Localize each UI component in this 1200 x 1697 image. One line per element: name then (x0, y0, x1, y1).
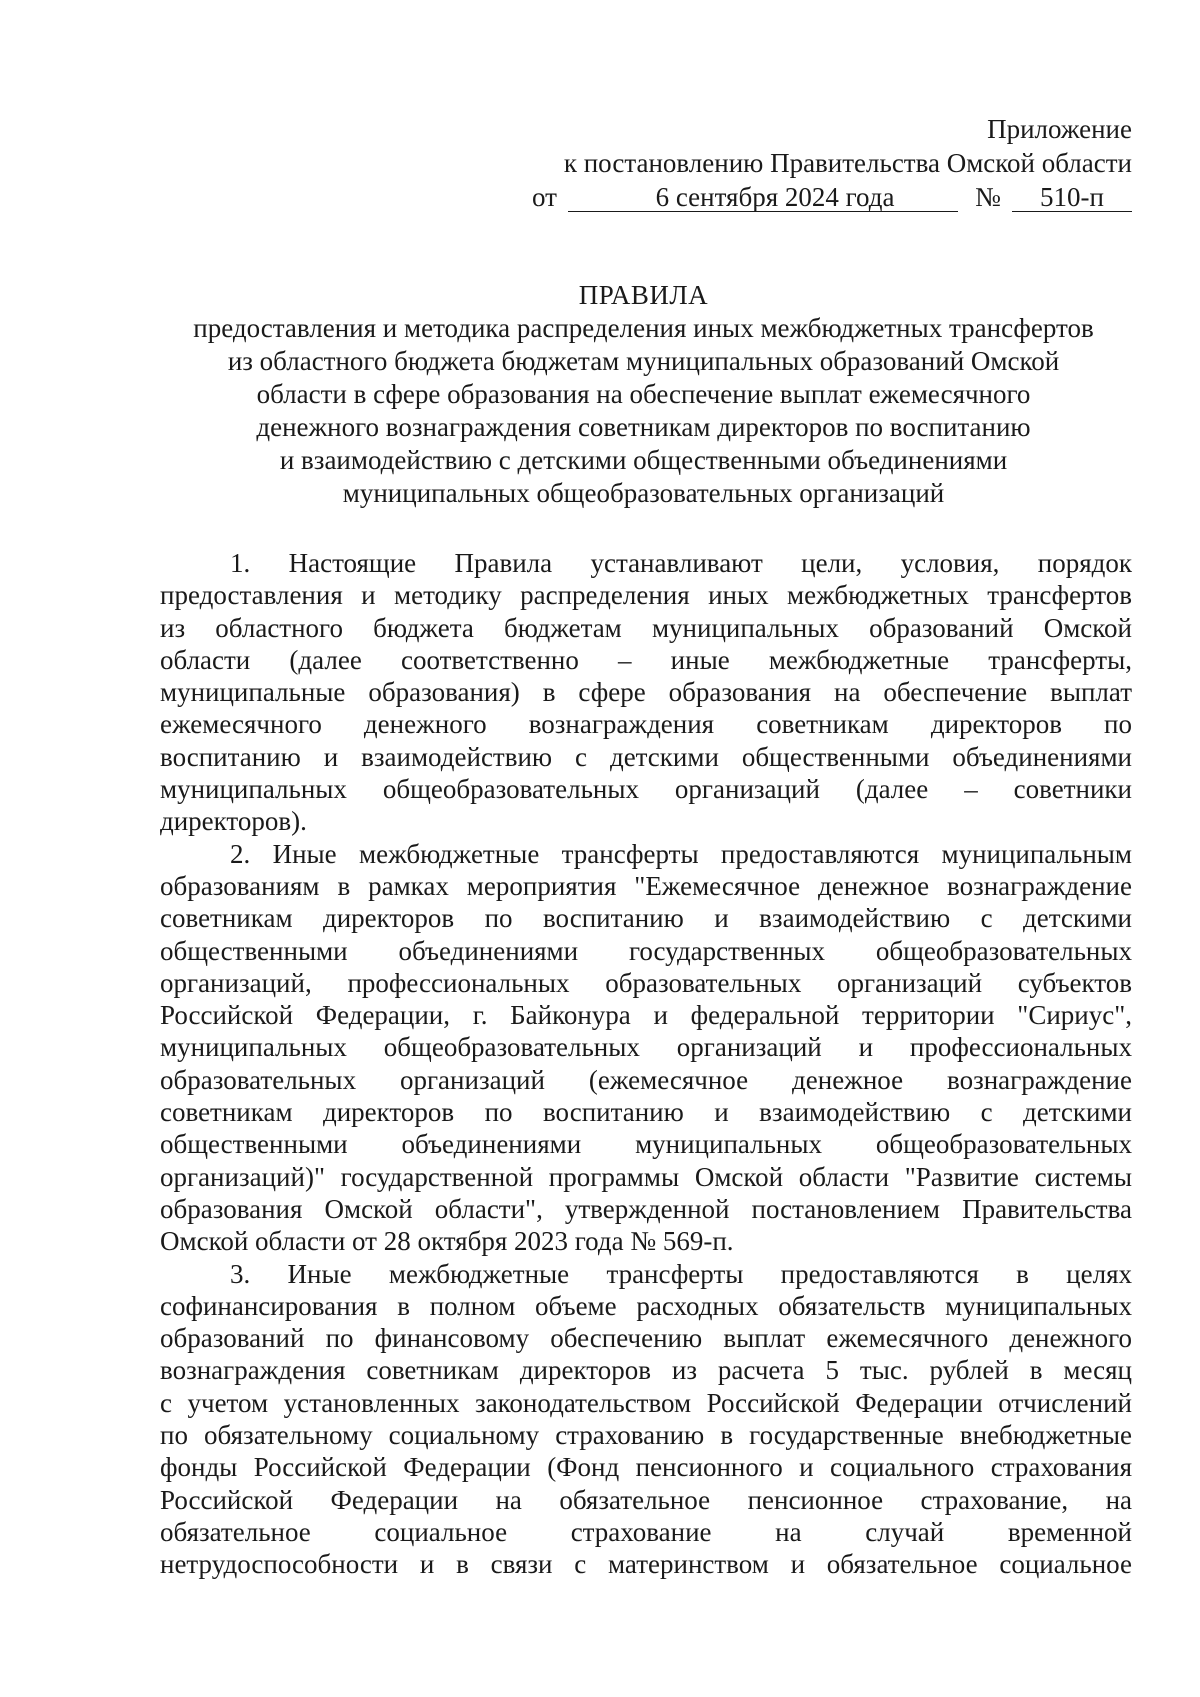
paragraph-line: муниципальных общеобразовательных организаций (далее – советники (160, 774, 1132, 805)
paragraph-line: 2. Иные межбюджетные трансферты предоставляются муниципальным (230, 838, 1132, 869)
subtitle-line: и взаимодействию с детскими общественными объединениями (279, 445, 1008, 475)
appendix-date-line (520, 180, 1132, 214)
subtitle-line: муниципальных общеобразовательных организаций (342, 478, 945, 508)
subtitle-line: предоставления и методика распределения иных межбюджетных трансфертов (193, 313, 1094, 343)
subtitle-line: денежного вознаграждения советникам директоров по воспитанию (256, 412, 1031, 442)
subtitle-line: области в сфере образования на обеспечение выплат ежемесячного (256, 379, 1031, 409)
paragraph-1 (160, 547, 1132, 838)
paragraph-line: общественными объединениями государственных общеобразовательных (160, 935, 1132, 966)
paragraph-line: советникам директоров по воспитанию и взаимодействию с детскими (160, 1097, 1132, 1128)
appendix-basis: к постановлению Правительства Омской области (563, 148, 1132, 178)
paragraph-line: организаций, профессиональных образовательных организаций субъектов (160, 967, 1132, 998)
paragraph-line: предоставления и методику распределения иных межбюджетных трансфертов (160, 580, 1132, 611)
paragraph-line: 1. Настоящие Правила устанавливают цели, условия, порядок (230, 548, 1132, 578)
paragraph-2 (160, 838, 1132, 1258)
paragraph-line: муниципальных общеобразовательных организаций и профессиональных (160, 1032, 1132, 1063)
paragraph-line: воспитанию и взаимодействию с детскими общественными объединениями (160, 741, 1132, 772)
paragraph-line: фонды Российской Федерации (Фонд пенсионного и социального страхования (160, 1452, 1132, 1483)
paragraph-line: образований по финансовому обеспечению выплат ежемесячного денежного (160, 1323, 1132, 1354)
document-body (160, 547, 1132, 1581)
paragraph-line: общественными объединениями муниципальных общеобразовательных (160, 1129, 1132, 1160)
decree-date: 6 сентября 2024 года (568, 183, 958, 212)
decree-number: 510-п (1012, 183, 1132, 212)
paragraph-line: Российской Федерации, г. Байконура и федеральной территории "Сириус", (160, 1000, 1132, 1031)
paragraph-line: области (далее соответственно – иные межбюджетные трансферты, (160, 644, 1132, 675)
paragraph-line: нетрудоспособности и в связи с материнством и обязательное социальное (160, 1549, 1132, 1580)
document-subtitle (155, 312, 1132, 510)
paragraph-line: обязательное социальное страхование на случай временной (160, 1516, 1132, 1547)
paragraph-line: ежемесячного денежного вознаграждения советникам директоров по (160, 709, 1132, 740)
paragraph-line: Омской области от 28 октября 2023 года № 569-п. (160, 1226, 734, 1257)
paragraph-line: образования Омской области", утвержденной постановлением Правительства (160, 1193, 1132, 1224)
paragraph-line: софинансирования в полном объеме расходных обязательств муниципальных (160, 1290, 1132, 1321)
paragraph-line: организаций)" государственной программы Омской области "Развитие системы (160, 1161, 1132, 1192)
paragraph-line: образовательных организаций (ежемесячное денежное вознаграждение (160, 1064, 1132, 1095)
paragraph-line: Российской Федерации на обязательное пенсионное страхование, на (160, 1484, 1132, 1515)
paragraph-line: по обязательному социальному страхованию в государственные внебюджетные (160, 1420, 1132, 1451)
appendix-title: Приложение (987, 114, 1132, 144)
paragraph-line: директоров). (160, 806, 307, 837)
paragraph-line: из областного бюджета бюджетам муниципальных образований Омской (160, 612, 1132, 643)
paragraph-line: с учетом установленных законодательством Российской Федерации отчислений (160, 1387, 1132, 1418)
number-sign: № (975, 182, 1001, 212)
paragraph-line: муниципальные образования) в сфере образования на обеспечение выплат (160, 677, 1132, 708)
paragraph-line: образованиям в рамках мероприятия "Ежемесячное денежное вознаграждение (160, 870, 1132, 901)
paragraph-line: 3. Иные межбюджетные трансферты предоставляются в целях (230, 1258, 1132, 1289)
paragraph-line: вознаграждения советникам директоров из расчета 5 тыс. рублей в месяц (160, 1355, 1132, 1386)
appendix-header (520, 112, 1132, 214)
date-prefix: от (532, 182, 557, 212)
document-title: ПРАВИЛА (578, 280, 709, 310)
subtitle-line: из областного бюджета бюджетам муниципальных образований Омской (227, 346, 1060, 376)
paragraph-3 (160, 1258, 1132, 1581)
paragraph-line: советникам директоров по воспитанию и взаимодействию с детскими (160, 903, 1132, 934)
